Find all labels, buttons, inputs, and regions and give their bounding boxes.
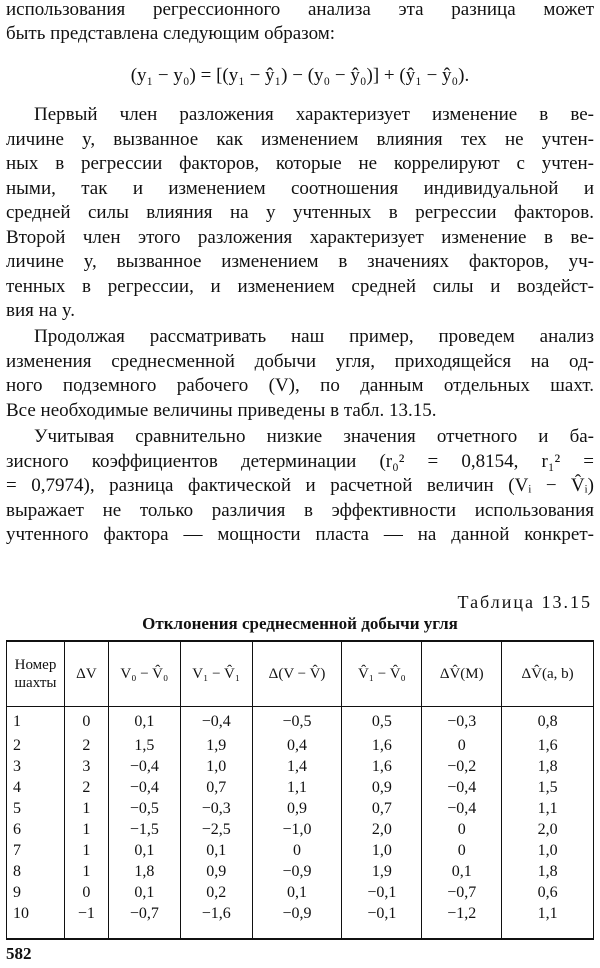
table-cell: −0,1 xyxy=(342,884,422,905)
table-cell: 2 xyxy=(7,737,65,758)
table-cell: 8 xyxy=(7,863,65,884)
table-cell: 2 xyxy=(64,779,108,800)
table-cell: 1,1 xyxy=(252,779,342,800)
text-line: зисного коэффициентов детерминации (r₀² = 0,8154, r₁² = xyxy=(6,450,594,472)
table-cell: 0 xyxy=(64,884,108,905)
table-row xyxy=(7,842,594,863)
text-line: Первый член разложения характеризует изменение в ве- xyxy=(34,104,594,125)
table-cell: 1 xyxy=(64,821,108,842)
table-row xyxy=(7,905,594,939)
table-cell: 0,8 xyxy=(502,707,594,738)
table-cell: −0,4 xyxy=(422,779,502,800)
table-cell: 1 xyxy=(64,863,108,884)
table-cell: 7 xyxy=(7,842,65,863)
table-cell: 0,7 xyxy=(342,800,422,821)
header-mine-number: Номер шахты xyxy=(7,641,65,707)
header-delta-residual: Δ(V − V̂) xyxy=(252,641,342,707)
table-cell: 0,1 xyxy=(252,884,342,905)
text-line: тенных в регрессии, и изменением средней силы и воздейст- xyxy=(6,275,594,297)
table-cell: 3 xyxy=(64,758,108,779)
table-cell: 0,7 xyxy=(180,779,252,800)
text-line: Второй член этого разложения характеризует изменение в ве- xyxy=(6,226,594,248)
header-v0-residual: V₀ − V̂₀ xyxy=(108,641,180,707)
table-cell: −0,5 xyxy=(108,800,180,821)
text-line: вия на y. xyxy=(6,300,75,321)
table-cell: 1,0 xyxy=(502,842,594,863)
text-line: ными, так и изменением соотношения индивидуальной и xyxy=(6,177,594,199)
table-cell: 1,8 xyxy=(108,863,180,884)
table-cell: −1,0 xyxy=(252,821,342,842)
table-cell: −0,4 xyxy=(108,758,180,779)
table-cell: 1,8 xyxy=(502,863,594,884)
page-number: 582 xyxy=(6,944,32,963)
table-cell: 3 xyxy=(7,758,65,779)
table-cell: 1,6 xyxy=(502,737,594,758)
table-cell: 1,9 xyxy=(342,863,422,884)
header-delta-v: ΔV xyxy=(64,641,108,707)
table-cell: 2,0 xyxy=(342,821,422,842)
decomposition-formula: (y₁ − y₀) = [(y₁ − ŷ₁) − (y₀ − ŷ₀)] + (ŷ₁ − ŷ₀). xyxy=(130,65,470,86)
deviation-table xyxy=(6,640,594,940)
table-cell: 1,6 xyxy=(342,737,422,758)
table-cell: 1,5 xyxy=(108,737,180,758)
table-cell: 0,9 xyxy=(342,779,422,800)
table-cell: −0,1 xyxy=(342,905,422,939)
table-cell: −1,5 xyxy=(108,821,180,842)
table-cell: 1,9 xyxy=(180,737,252,758)
table-cell: 1 xyxy=(64,800,108,821)
table-cell: 0 xyxy=(64,707,108,738)
text-line: ных в регрессии факторов, которые не коррелируют с учтен- xyxy=(6,153,594,174)
text-line: учтенного фактора — мощности пласта — на данной конкрет- xyxy=(6,524,594,545)
table-cell: 1,0 xyxy=(342,842,422,863)
table-cell: 0 xyxy=(252,842,342,863)
text-line: Учитывая сравнительно низкие значения отчетного и ба- xyxy=(34,426,594,447)
table-cell: −1 xyxy=(64,905,108,939)
table-cell: 0,1 xyxy=(180,842,252,863)
table-cell: 1,4 xyxy=(252,758,342,779)
table-cell: 0,1 xyxy=(422,863,502,884)
text-line: использования регрессионного анализа эта разница может xyxy=(6,0,594,20)
table-cell: 10 xyxy=(7,905,65,939)
table-cell: 0,9 xyxy=(180,863,252,884)
text-line: выражает не только различия в эффективности использования xyxy=(6,499,594,521)
header-fitted-difference: V̂₁ − V̂₀ xyxy=(342,641,422,707)
text-line: личине y, вызванное изменением в значениях факторов, уч- xyxy=(6,251,594,272)
table-cell: 0 xyxy=(422,821,502,842)
table-cell: −0,7 xyxy=(108,905,180,939)
table-cell: −2,5 xyxy=(180,821,252,842)
text-line: = 0,7974), разница фактической и расчетной величин (Vᵢ − V̂ᵢ) xyxy=(6,475,594,496)
table-cell: 4 xyxy=(7,779,65,800)
header-delta-ab: ΔV̂(a, b) xyxy=(502,641,594,707)
table-cell: −0,2 xyxy=(422,758,502,779)
table-cell: −0,3 xyxy=(180,800,252,821)
table-cell: −1,2 xyxy=(422,905,502,939)
table-cell: −0,5 xyxy=(252,707,342,738)
table-cell: −0,7 xyxy=(422,884,502,905)
text-line: Продолжая рассматривать наш пример, проведем анализ xyxy=(34,326,594,347)
table-cell: −1,6 xyxy=(180,905,252,939)
table-cell: 1 xyxy=(64,842,108,863)
table-cell: 2,0 xyxy=(502,821,594,842)
header-v1-residual: V₁ − V̂₁ xyxy=(180,641,252,707)
table-body xyxy=(7,707,594,940)
table-cell: 0,9 xyxy=(252,800,342,821)
table-row xyxy=(7,863,594,884)
table-row xyxy=(7,758,594,779)
table-cell: 0,1 xyxy=(108,842,180,863)
table-cell: −0,3 xyxy=(422,707,502,738)
text-line: личине y, вызванное как изменением влияния тех не учтен- xyxy=(6,128,594,150)
table-label: Таблица 13.15 xyxy=(457,592,592,612)
table-row xyxy=(7,821,594,842)
table-cell: 1,1 xyxy=(502,800,594,821)
table-cell: 2 xyxy=(64,737,108,758)
table-cell: 1,8 xyxy=(502,758,594,779)
text-line: изменения среднесменной добычи угля, приходящейся на од- xyxy=(6,350,594,372)
table-cell: −0,4 xyxy=(422,800,502,821)
table-cell: 1,1 xyxy=(502,905,594,939)
table-cell: 6 xyxy=(7,821,65,842)
text-line: Все необходимые величины приведены в табл. 13.15. xyxy=(6,399,437,421)
table-cell: −0,9 xyxy=(252,863,342,884)
table-cell: 0,1 xyxy=(108,884,180,905)
table-cell: 9 xyxy=(7,884,65,905)
table-row xyxy=(7,800,594,821)
text-line: быть представлена следующим образом: xyxy=(6,23,336,44)
table-cell: −0,4 xyxy=(108,779,180,800)
table-cell: 1,5 xyxy=(502,779,594,800)
table-row xyxy=(7,779,594,800)
table-cell: 0 xyxy=(422,842,502,863)
table-cell: 0,4 xyxy=(252,737,342,758)
table-cell: 0,1 xyxy=(108,707,180,738)
table-header-row xyxy=(7,641,594,707)
table-cell: 1,6 xyxy=(342,758,422,779)
header-delta-m: ΔV̂(M) xyxy=(422,641,502,707)
table-row xyxy=(7,737,594,758)
table-row xyxy=(7,884,594,905)
text-line: ного подземного рабочего (V), по данным отдельных шахт. xyxy=(6,375,594,396)
text-line: средней силы влияния на y учтенных в регрессии факторов. xyxy=(6,202,594,223)
table-cell: −0,4 xyxy=(180,707,252,738)
table-cell: 1 xyxy=(7,707,65,738)
table-title: Отклонения среднесменной добычи угля xyxy=(142,614,458,633)
table-cell: 0,6 xyxy=(502,884,594,905)
table-cell: −0,9 xyxy=(252,905,342,939)
table-cell: 0,2 xyxy=(180,884,252,905)
table-cell: 5 xyxy=(7,800,65,821)
table-cell: 0 xyxy=(422,737,502,758)
table-cell: 0,5 xyxy=(342,707,422,738)
table-row xyxy=(7,707,594,738)
table-cell: 1,0 xyxy=(180,758,252,779)
